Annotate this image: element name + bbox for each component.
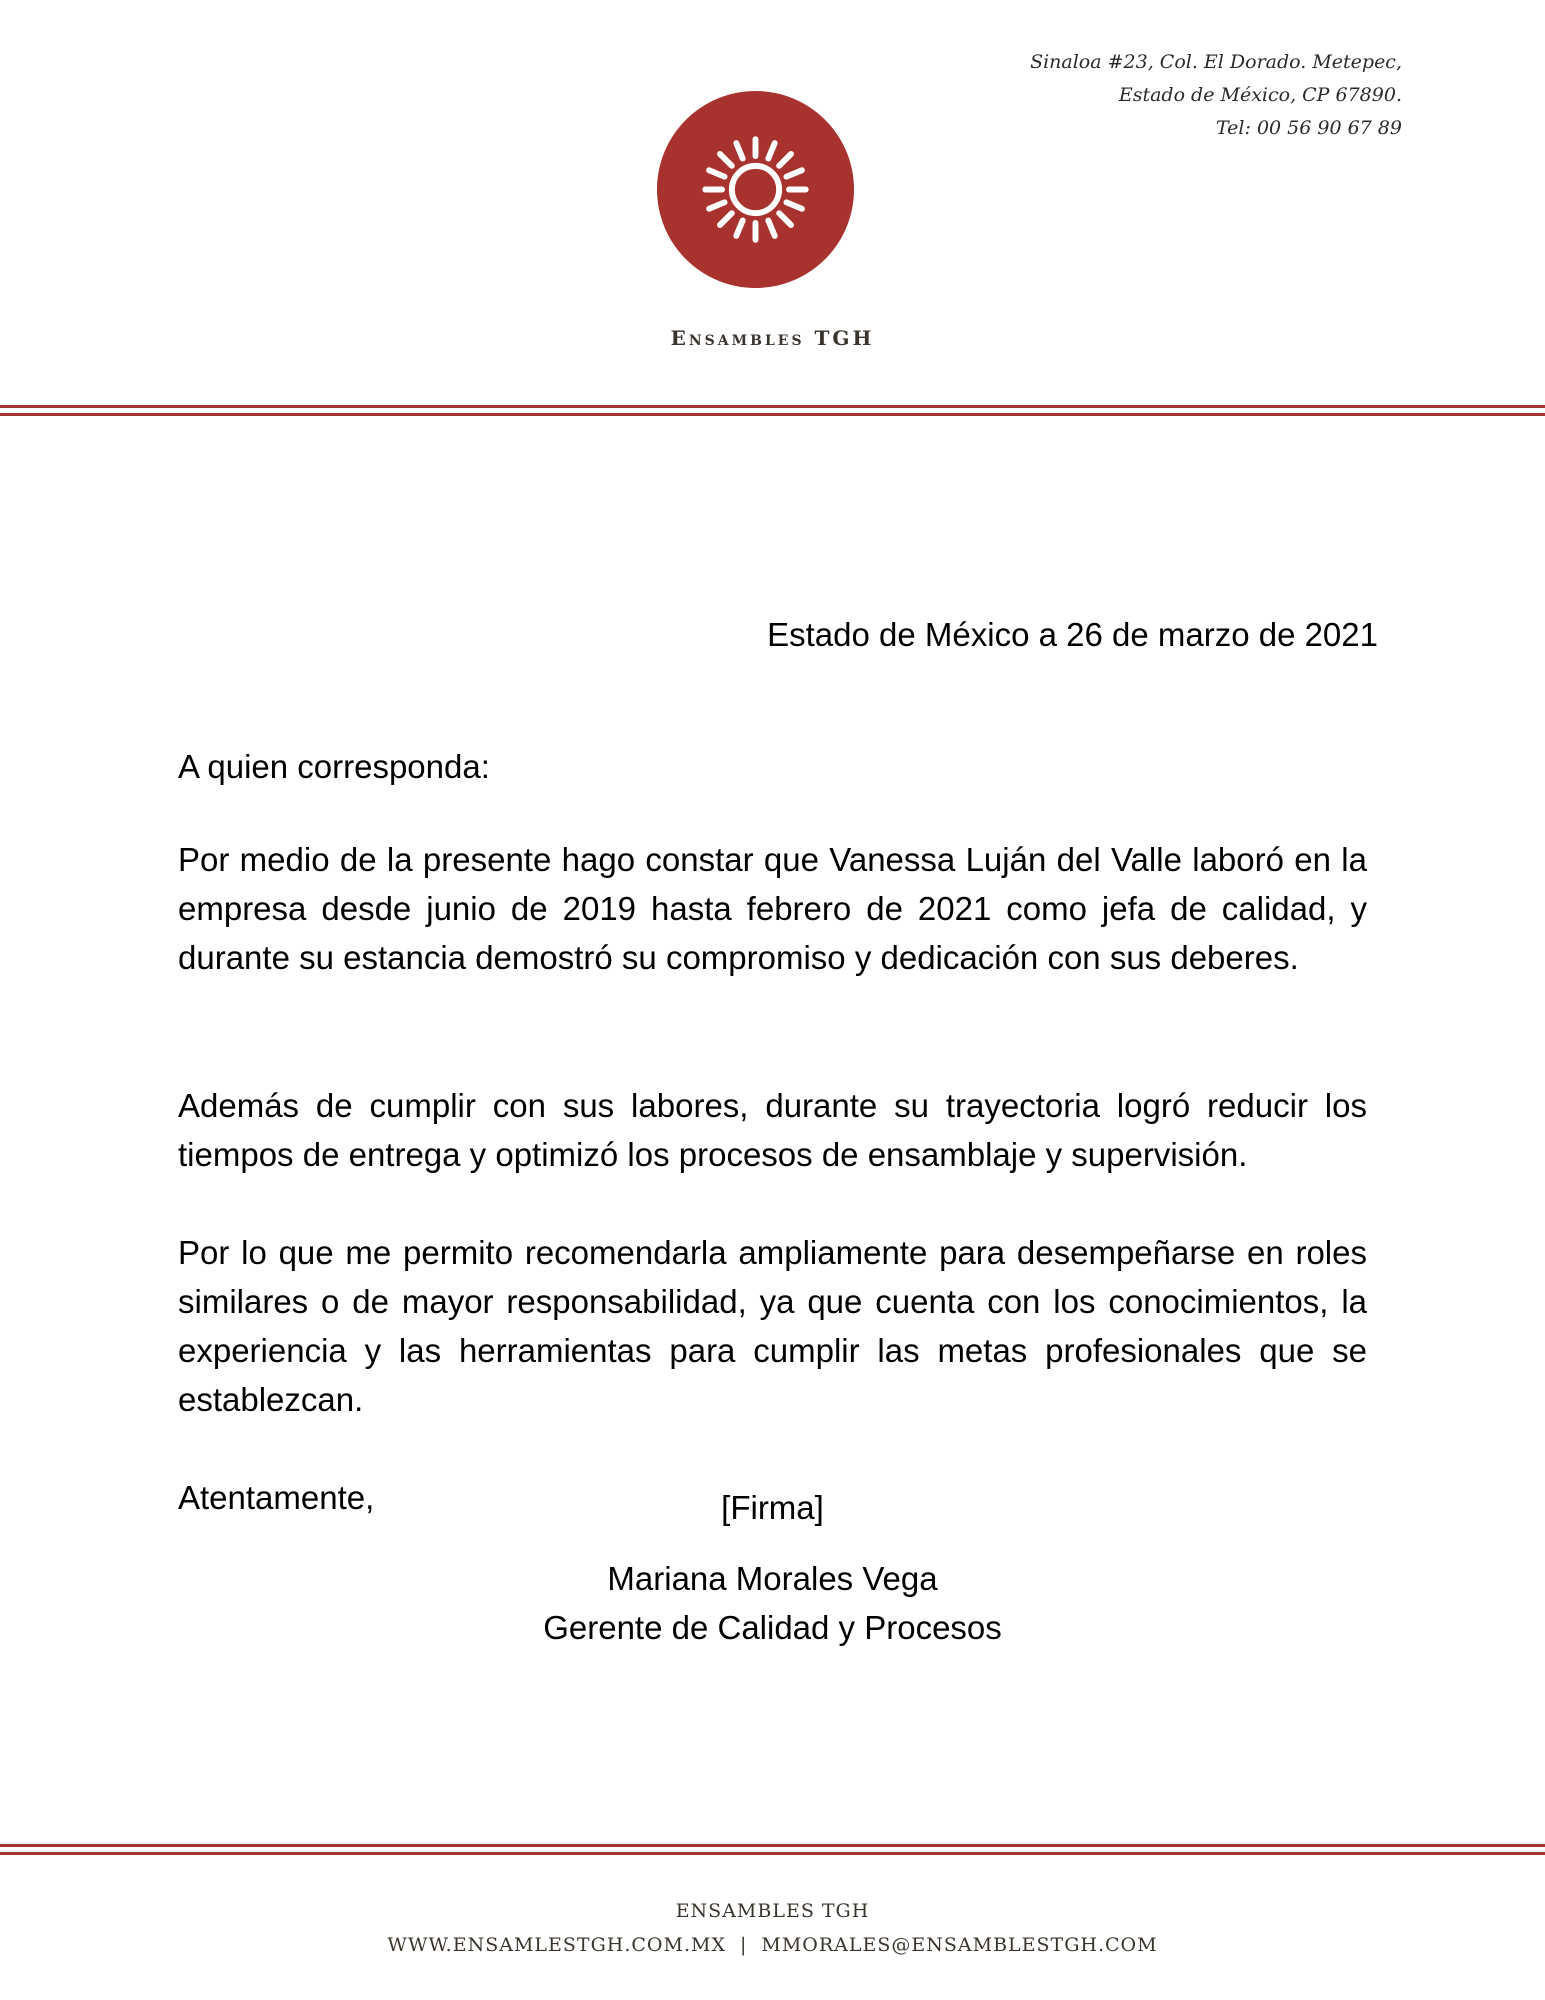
letter-date: Estado de México a 26 de marzo de 2021: [767, 616, 1378, 653]
company-address: [1030, 46, 1402, 145]
phone-number: Tel: 00 56 90 67 89: [1215, 117, 1402, 139]
footer-contact: [0, 1934, 1545, 1956]
paragraph-1: Por medio de la presente hago constar que Vanessa Luján del Valle laboró en la empresa desde junio de 2019 hasta febrero de 2021 como jefa de calidad, y durante su estancia demostró su compromiso y dedicación con sus deberes.: [178, 841, 1367, 976]
footer-email-link[interactable]: MMORALES@ENSAMBLESTGH.COM: [761, 1934, 1158, 1956]
footer-separator: |: [739, 1934, 748, 1956]
paragraph-2: Además de cumplir con sus labores, durante su trayectoria logró reducir los tiempos de entrega y optimizó los procesos de ensamblaje y supervisión.: [178, 1087, 1367, 1173]
footer-divider: [0, 1844, 1545, 1856]
footer-company-name: ENSAMBLES TGH: [675, 1900, 870, 1922]
signature-placeholder: [Firma]: [721, 1489, 824, 1526]
address-line-1: Sinaloa #23, Col. El Dorado. Metepec,: [1030, 51, 1402, 73]
sun-icon: [657, 91, 854, 288]
closing: Atentamente,: [178, 1479, 375, 1516]
signer-title: Gerente de Calidad y Procesos: [543, 1609, 1002, 1646]
salutation: A quien corresponda:: [178, 748, 490, 785]
paragraph-3: Por lo que me permito recomendarla ampliamente para desempeñarse en roles similares o de mayor responsabilidad, ya que cuenta con los conocimientos, la experiencia y las herramientas para cumplir las metas profesionales que se establezcan.: [178, 1234, 1367, 1418]
address-line-2: Estado de México, CP 67890.: [1118, 84, 1402, 106]
footer-website-link[interactable]: WWW.ENSAMLESTGH.COM.MX: [387, 1934, 726, 1956]
header-divider: [0, 405, 1545, 417]
signer-name: Mariana Morales Vega: [607, 1560, 938, 1597]
company-name: Ensambles TGH: [670, 326, 875, 350]
